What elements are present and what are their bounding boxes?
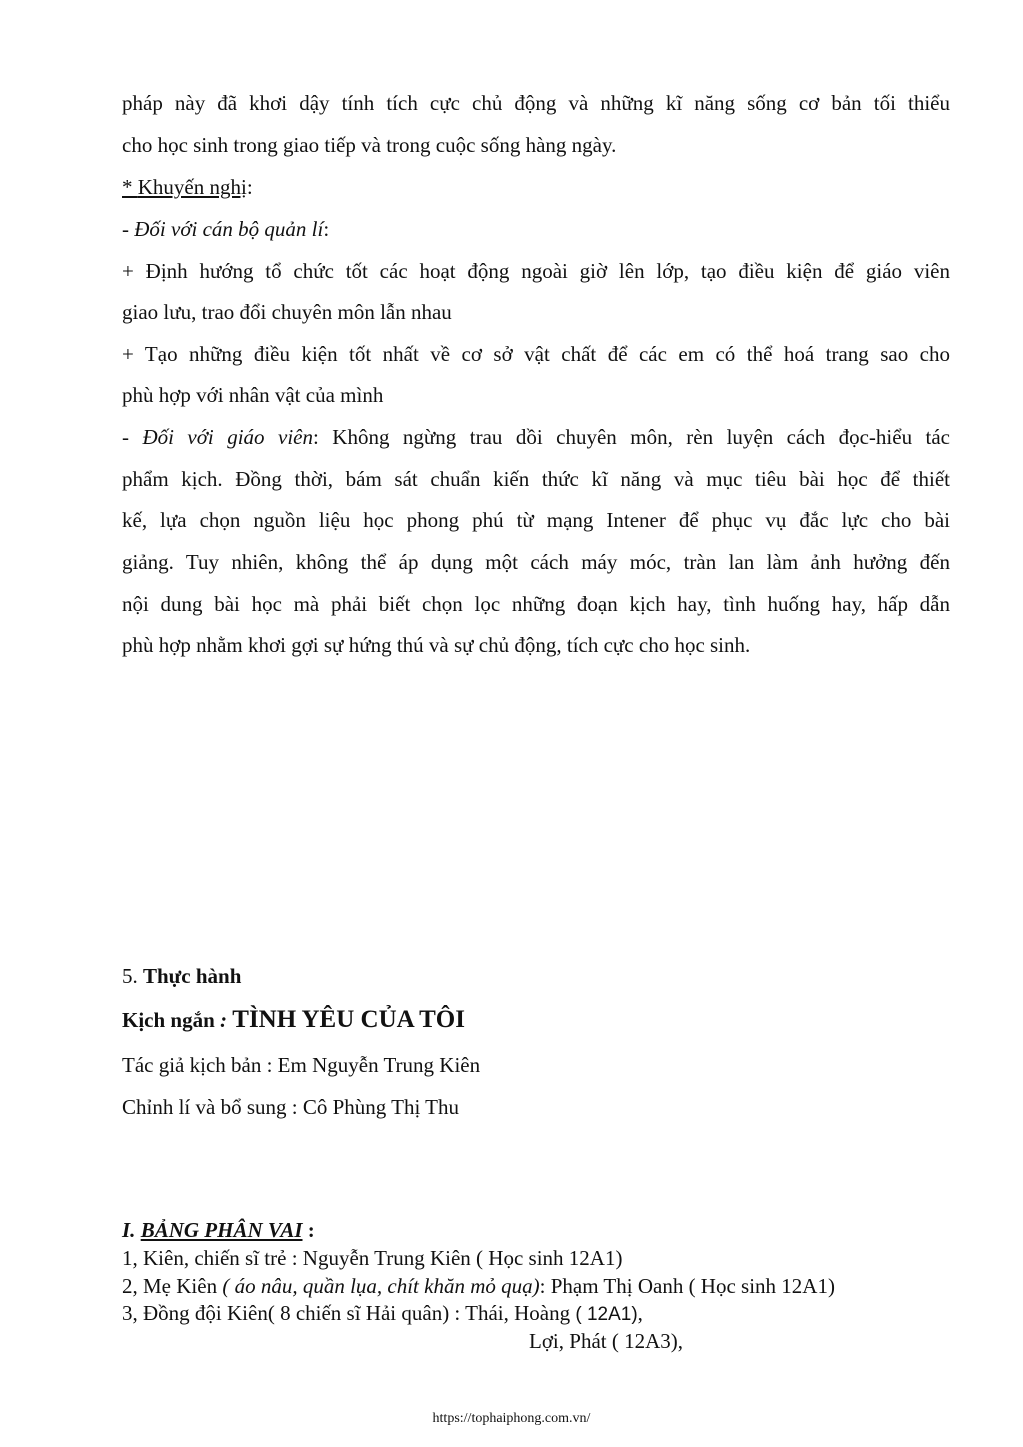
cast-item (122, 1273, 835, 1299)
heading-text: Khuyến nghị (137, 175, 247, 199)
paragraph-line: + Tạo những điều kiện tốt nhất về cơ sở vật chất để các em có thể hoá trang sao cho (122, 342, 950, 366)
recommendations-heading (122, 173, 253, 201)
cast-heading-text: BẢNG PHÂN VAI (140, 1218, 303, 1242)
paragraph-line: + Định hướng tổ chức tốt các hoạt động ngoài giờ lên lớp, tạo điều kiện để giáo viên (122, 259, 950, 283)
cast-item2-costume: ( áo nâu, quần lụa, chít khăn mỏ quạ) (222, 1274, 540, 1298)
cast-item2-prefix: 2, Mẹ Kiên (122, 1274, 223, 1298)
play-title-line (122, 1006, 465, 1034)
practice-number: 5. (122, 964, 143, 988)
cast-heading (122, 1216, 315, 1244)
teachers-label: - Đối với giáo viên (122, 425, 313, 449)
play-colon: : (220, 1008, 233, 1032)
play-title: TÌNH YÊU CỦA TÔI (232, 1006, 465, 1033)
author-line: Tác giả kịch bản : Em Nguyễn Trung Kiên (122, 1053, 481, 1077)
teachers-line (122, 423, 950, 451)
paragraph-line: nội dung bài học mà phải biết chọn lọc những đoạn kịch hay, tình huống hay, hấp dẫn (122, 592, 950, 616)
teachers-text: : Không ngừng trau dồi chuyên môn, rèn luyện cách đọc-hiểu tác (313, 425, 950, 449)
paragraph-line: kế, lựa chọn nguồn liệu học phong phú từ mạng Intener để phục vụ đắc lực cho bài (122, 508, 950, 532)
paragraph-line: phù hợp với nhân vật của mình (122, 383, 384, 407)
managers-label-text: - Đối với cán bộ quản lí (122, 217, 324, 241)
cast-item: 1, Kiên, chiến sĩ trẻ : Nguyễn Trung Kiên ( Học sinh 12A1) (122, 1246, 623, 1270)
cast-item-continuation: Lợi, Phát ( 12A3), (529, 1329, 684, 1353)
managers-label-colon: : (323, 217, 330, 241)
heading-suffix: : (246, 175, 253, 199)
paragraph-line: phù hợp nhằm khơi gợi sự hứng thú và sự chủ động, tích cực cho học sinh. (122, 633, 751, 657)
cast-heading-prefix: I. (122, 1218, 141, 1242)
footer-url[interactable]: https://tophaiphong.com.vn/ (432, 1411, 591, 1426)
cast-item2-rest: : Phạm Thị Oanh ( Học sinh 12A1) (539, 1274, 835, 1298)
heading-prefix: * (122, 175, 138, 199)
cast-item3-prefix: 3, Đồng đội Kiên( 8 chiến sĩ Hải quân) : Thái, Hoàng (122, 1301, 576, 1325)
paragraph-line: phẩm kịch. Đồng thời, bám sát chuẩn kiến thức kĩ năng và mục tiêu bài học để thiết (122, 467, 950, 491)
cast-item (122, 1300, 643, 1328)
cast-item3-class: ( 12A1) (575, 1304, 638, 1325)
editor-line: Chỉnh lí và bổ sung : Cô Phùng Thị Thu (122, 1095, 460, 1119)
paragraph-line: giảng. Tuy nhiên, không thể áp dụng một cách máy móc, tràn lan làm ảnh hưởng đến (122, 550, 950, 574)
practice-heading-text: Thực hành (143, 964, 242, 988)
cast-item3-suffix: , (637, 1301, 643, 1325)
play-label: Kịch ngắn (122, 1008, 221, 1032)
practice-heading (122, 962, 241, 990)
cast-heading-suffix: : (302, 1218, 315, 1242)
managers-label (122, 215, 329, 243)
paragraph-line: giao lưu, trao đổi chuyên môn lẫn nhau (122, 300, 452, 324)
paragraph-line: pháp này đã khơi dậy tính tích cực chủ động và những kĩ năng sống cơ bản tối thiểu (122, 91, 950, 115)
paragraph-line: cho học sinh trong giao tiếp và trong cuộc sống hàng ngày. (122, 133, 617, 157)
